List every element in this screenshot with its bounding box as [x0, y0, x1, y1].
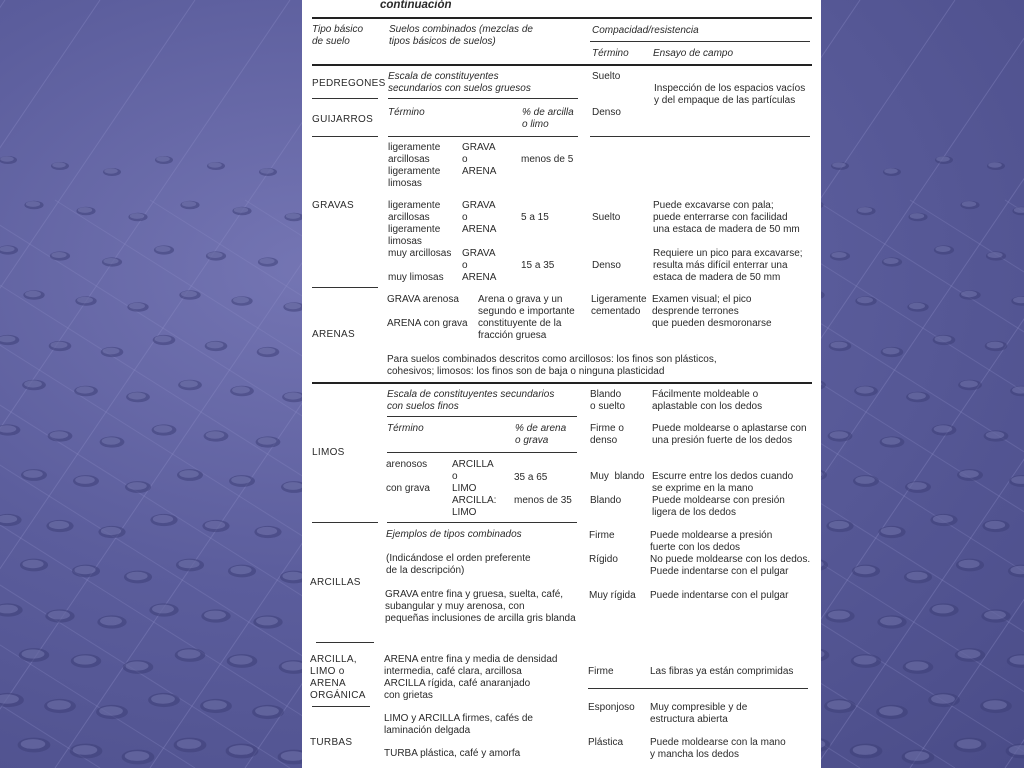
header-divider [590, 41, 810, 42]
coarse-pct-header: % de arcilla o limo [522, 107, 574, 130]
header-field-test: Ensayo de campo [653, 48, 734, 59]
comp-muy-rigida: Muy rígida [589, 590, 636, 601]
comp-firme-denso: Firme o denso [590, 423, 624, 446]
comp-plastica: Plástica [588, 737, 624, 748]
type-arenas: ARENAS [312, 329, 355, 340]
fine-row2-main: ARCILLA: LIMO [452, 495, 497, 518]
comp-suelto-2: Suelto [592, 212, 621, 223]
test-cementado: Examen visual; el pico desprende terrones que pueden desmoronarse [652, 294, 772, 329]
coarse-row3-main: GRAVA o ARENA [462, 248, 497, 283]
coarse-row3-pct: 15 a 35 [521, 260, 555, 271]
comp-firme-organica: Firme [588, 666, 614, 677]
header-combined-soils: Suelos combinados (mezclas de tipos básicos de suelos) [389, 24, 533, 47]
comp-esponjoso: Esponjoso [588, 702, 635, 713]
combined-description: Arena o grava y un segundo e importante constituyente de la fracción gruesa [478, 294, 575, 341]
test-denso-2: Requiere un pico para excavarse; resulta más difícil enterrar una estaca de madera de 50 mm [653, 248, 803, 283]
header-soil-type: Tipo básico de suelo [312, 24, 364, 47]
rule-gravas [312, 287, 378, 288]
fine-term-rule [387, 452, 577, 453]
test-blando-suelto: Fácilmente moldeable o aplastable con los dedos [652, 389, 763, 412]
type-pedregones: PEDREGONES [312, 78, 386, 89]
fine-row2-pct: menos de 35 [514, 495, 572, 506]
test-muy-rigida: Puede indentarse con el pulgar [650, 590, 789, 601]
type-turbas: TURBAS [310, 737, 353, 748]
examples-order: (Indicándose el orden preferente de la descripción) [386, 553, 531, 576]
example-4: TURBA plástica, café y amorfa [384, 748, 521, 759]
coarse-comp-rule [590, 136, 810, 137]
example-2: ARENA entre fina y media de densidad intermedia, café clara, arcillosa ARCILLA rígida, café anaranjado con grietas [384, 654, 558, 701]
test-inspeccion: Inspección de los espacios vacíos y del empaque de las partículas [654, 83, 806, 106]
header-compaction: Compacidad/resistencia [592, 25, 699, 36]
page-title: continuación [380, 0, 452, 11]
comp-denso: Denso [592, 107, 621, 118]
rule-arcillas [316, 642, 374, 643]
coarse-term-header: Término [388, 107, 425, 118]
organica-comp-rule [588, 688, 808, 689]
rule-pedregones [312, 98, 378, 99]
type-arcillas: ARCILLAS [310, 577, 361, 588]
combined-arena-con-grava: ARENA con grava [387, 318, 468, 329]
rule-limos [312, 522, 378, 523]
coarse-scale-rule [388, 98, 578, 99]
example-3: LIMO y ARCILLA firmes, cafés de laminación delgada [384, 713, 533, 736]
section-rule-fine [312, 382, 812, 384]
comp-blando-suelto: Blando o suelto [590, 389, 626, 412]
combined-grava-arenosa: GRAVA arenosa [387, 294, 459, 305]
comp-cementado: Ligeramente cementado [591, 294, 647, 317]
coarse-row2-pct: 5 a 15 [521, 212, 549, 223]
type-guijarros: GUIJARROS [312, 114, 374, 125]
fine-scale-title: Escala de constituyentes secundarios con suelos finos [387, 389, 555, 412]
coarse-row1-main: GRAVA o ARENA [462, 142, 497, 177]
comp-denso-2: Denso [592, 260, 621, 271]
coarse-row1-term: ligeramente arcillosas ligeramente limosas [388, 142, 441, 189]
type-organica: ARCILLA, LIMO o ARENA ORGÁNICA [310, 654, 366, 701]
coarse-scale-title: Escala de constituyentes secundarios con suelos gruesos [388, 71, 531, 94]
comp-blando: Blando [590, 495, 622, 506]
test-firme-organica: Las fibras ya están comprimidas [650, 666, 794, 677]
fine-pct-header: % de arena o grava [515, 423, 567, 446]
example-1: GRAVA entre fina y gruesa, suelta, café, subangular y muy arenosa, con pequeñas inclusiones de arcilla gris blanda [385, 589, 576, 624]
test-firme-denso: Puede moldearse o aplastarse con una presión fuerte de los dedos [652, 423, 807, 446]
rule-organica [312, 706, 370, 707]
top-rule [312, 17, 812, 19]
coarse-row1-pct: menos de 5 [521, 154, 574, 165]
test-plastica: Puede moldearse con la mano y mancha los dedos [650, 737, 786, 760]
coarse-plasticity-note: Para suelos combinados descritos como arcillosos: los finos son plásticos, cohesivos; limosos: los finos son de baja o ninguna plasticidad [387, 354, 717, 377]
comp-firme: Firme [589, 530, 615, 541]
header-term: Término [592, 48, 629, 59]
fine-term-header: Término [387, 423, 424, 434]
comp-muy-blando: Muy blando [590, 471, 645, 482]
fine-examples-rule [387, 522, 577, 523]
fine-scale-rule [387, 416, 577, 417]
test-suelto-2: Puede excavarse con pala; puede enterrarse con facilidad una estaca de madera de 50 mm [653, 200, 800, 235]
coarse-row2-main: GRAVA o ARENA [462, 200, 497, 235]
test-rigido: No puede moldearse con los dedos. Puede indentarse con el pulgar [650, 554, 811, 577]
test-muy-blando: Escurre entre los dedos cuando se exprime en la mano [652, 471, 794, 494]
fine-row1-main: ARCILLA o LIMO [452, 459, 494, 494]
fine-row2-term: con grava [386, 483, 430, 494]
coarse-row2-term: ligeramente arcillosas ligeramente limosas [388, 200, 441, 247]
fine-row1-term: arenosos [386, 459, 428, 470]
document-page [302, 0, 821, 768]
rule-guijarros [312, 136, 378, 137]
coarse-row3-term: muy arcillosas muy limosas [388, 248, 452, 283]
coarse-term-rule [388, 136, 578, 137]
fine-row1-pct: 35 a 65 [514, 472, 548, 483]
test-blando: Puede moldearse con presión ligera de los dedos [652, 495, 785, 518]
comp-rigido: Rígido [589, 554, 618, 565]
test-firme: Puede moldearse a presión fuerte con los dedos [650, 530, 773, 553]
comp-suelto: Suelto [592, 71, 621, 82]
type-limos: LIMOS [312, 447, 345, 458]
type-gravas: GRAVAS [312, 200, 354, 211]
test-esponjoso: Muy compresible y de estructura abierta [650, 702, 748, 725]
examples-title: Ejemplos de tipos combinados [386, 529, 522, 540]
header-rule [312, 64, 812, 66]
